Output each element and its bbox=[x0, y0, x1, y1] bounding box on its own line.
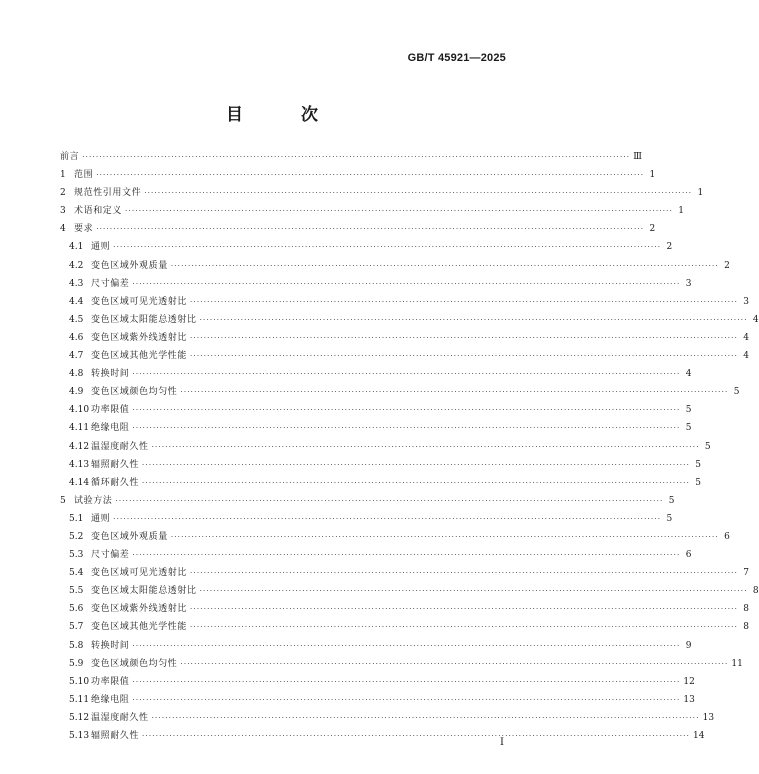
toc-leader-dots: ································································································································································ bbox=[132, 695, 681, 704]
toc-entry bbox=[60, 312, 759, 330]
toc-leader-dots: ································································································································································ bbox=[142, 478, 691, 487]
toc-entry bbox=[60, 656, 743, 674]
toc-entry-label: 温湿度耐久性 bbox=[91, 441, 149, 452]
toc-entry-page: 4 bbox=[743, 351, 750, 362]
toc-entry-label: 功率限值 bbox=[91, 676, 130, 687]
toc-entry bbox=[60, 547, 692, 565]
toc-entry-number: 1 bbox=[60, 170, 66, 181]
toc-entry-page: 5 bbox=[695, 477, 702, 488]
toc-entry-number: 5 bbox=[60, 495, 66, 506]
toc-entry bbox=[60, 239, 673, 257]
toc-entry-page: 6 bbox=[685, 550, 692, 561]
toc-entry-label: 辐照耐久性 bbox=[91, 731, 140, 741]
toc-entry-number: 4.12 bbox=[69, 441, 90, 452]
toc-entry-label: 尺寸偏差 bbox=[91, 278, 130, 289]
toc-leader-dots: ································································································································································ bbox=[190, 623, 739, 632]
toc-entry-label: 规范性引用文件 bbox=[74, 188, 142, 199]
toc-entry-page: 4 bbox=[752, 314, 759, 325]
toc-entry bbox=[60, 439, 711, 457]
toc-entry-number: 5.3 bbox=[69, 550, 84, 561]
toc-entry-number: 4.6 bbox=[69, 332, 84, 343]
toc-entry-label: 变色区域外观质量 bbox=[91, 531, 168, 542]
toc-entry-number: 5.9 bbox=[69, 658, 84, 669]
toc-leader-dots: ································································································································································ bbox=[151, 713, 700, 722]
toc-entry bbox=[60, 185, 704, 203]
toc-entry bbox=[60, 529, 730, 547]
toc-leader-dots: ································································································································································ bbox=[125, 207, 674, 216]
toc-entry-label: 变色区域紫外线透射比 bbox=[91, 604, 188, 615]
toc-entry-label: 术语和定义 bbox=[74, 206, 123, 217]
toc-entry-label: 通则 bbox=[91, 513, 111, 524]
toc-entry-page: 4 bbox=[685, 369, 692, 380]
toc-leader-dots: ································································································································································ bbox=[190, 352, 739, 361]
toc-leader-dots: ································································································································································ bbox=[132, 424, 681, 433]
table-of-contents bbox=[60, 149, 759, 746]
toc-entry-page: 11 bbox=[731, 658, 743, 669]
toc-entry-page: 1 bbox=[678, 206, 685, 217]
toc-leader-dots: ································································································································································ bbox=[132, 641, 681, 650]
toc-entry-page: 1 bbox=[649, 170, 656, 181]
toc-entry-number: 4.2 bbox=[69, 260, 84, 271]
toc-entry-number: 5.10 bbox=[69, 676, 90, 687]
toc-entry-page: 5 bbox=[733, 387, 740, 398]
toc-entry-number: 4.13 bbox=[69, 459, 90, 470]
toc-entry-page: 6 bbox=[724, 531, 730, 542]
toc-entry-label: 变色区域太阳能总透射比 bbox=[91, 314, 197, 325]
toc-entry bbox=[60, 511, 673, 529]
toc-entry-number: 4.7 bbox=[69, 351, 84, 362]
toc-entry bbox=[60, 493, 675, 511]
toc-entry-page: 7 bbox=[743, 568, 750, 579]
toc-entry-label: 变色区域太阳能总透射比 bbox=[91, 586, 197, 597]
toc-leader-dots: ································································································································································ bbox=[151, 442, 700, 451]
toc-entry-number: 4.4 bbox=[69, 296, 84, 307]
toc-entry-label: 转换时间 bbox=[91, 640, 130, 651]
toc-entry-page: 5 bbox=[704, 441, 711, 452]
toc-entry-page: 13 bbox=[702, 712, 715, 723]
toc-entry bbox=[60, 475, 702, 493]
toc-leader-dots: ································································································································································ bbox=[180, 388, 729, 397]
toc-entry-number: 5.1 bbox=[69, 513, 84, 524]
toc-entry-page: 13 bbox=[683, 694, 695, 705]
toc-entry-number: 5.13 bbox=[69, 731, 90, 741]
toc-entry-page: 12 bbox=[683, 676, 695, 687]
toc-entry-label: 范围 bbox=[74, 170, 94, 181]
toc-entry-number: 4.8 bbox=[69, 369, 84, 380]
toc-entry bbox=[60, 583, 759, 601]
toc-entry bbox=[60, 348, 750, 366]
toc-entry bbox=[60, 619, 750, 637]
toc-leader-dots: ································································································································································ bbox=[113, 243, 662, 252]
toc-entry bbox=[60, 601, 750, 619]
toc-entry-label: 要求 bbox=[74, 224, 94, 235]
toc-entry-page: 1 bbox=[697, 188, 704, 199]
toc-entry-label: 试验方法 bbox=[74, 495, 113, 506]
toc-entry-label: 变色区域颜色均匀性 bbox=[91, 658, 178, 669]
toc-entry-page: 14 bbox=[693, 731, 705, 741]
toc-entry bbox=[60, 294, 750, 312]
toc-leader-dots: ································································································································································ bbox=[180, 659, 729, 668]
toc-entry-number: 5.2 bbox=[69, 531, 84, 542]
toc-entry bbox=[60, 692, 695, 710]
toc-entry-number: 4 bbox=[60, 224, 66, 235]
toc-leader-dots: ································································································································································ bbox=[144, 189, 693, 198]
toc-entry-page: 5 bbox=[668, 495, 675, 506]
toc-leader-dots: ································································································································································ bbox=[190, 569, 739, 578]
toc-entry-number: 3 bbox=[60, 206, 66, 217]
toc-entry-number: 4.10 bbox=[69, 405, 90, 416]
toc-leader-dots: ································································································································································ bbox=[142, 460, 691, 469]
toc-entry-label: 通则 bbox=[91, 242, 111, 253]
toc-entry-page: Ⅲ bbox=[633, 152, 642, 162]
toc-entry-label: 变色区域外观质量 bbox=[91, 260, 168, 271]
toc-entry-number: 5.12 bbox=[69, 712, 90, 723]
toc-entry-label: 变色区域其他光学性能 bbox=[91, 622, 188, 633]
page-title: 目 次 bbox=[226, 105, 344, 125]
toc-entry-page: 5 bbox=[666, 513, 673, 524]
toc-entry-label: 前言 bbox=[60, 152, 80, 162]
toc-entry-label: 变色区域紫外线透射比 bbox=[91, 332, 188, 343]
toc-entry-label: 循环耐久性 bbox=[91, 477, 140, 488]
toc-entry bbox=[60, 402, 692, 420]
toc-leader-dots: ································································································································································ bbox=[190, 605, 739, 614]
toc-entry-label: 辐照耐久性 bbox=[91, 459, 140, 470]
toc-leader-dots: ································································································································································ bbox=[113, 514, 662, 523]
toc-entry-page: 2 bbox=[649, 224, 656, 235]
toc-entry-page: 5 bbox=[695, 459, 702, 470]
toc-entry bbox=[60, 457, 702, 475]
toc-entry-label: 绝缘电阻 bbox=[91, 423, 130, 434]
toc-entry-page: 9 bbox=[685, 640, 692, 651]
toc-leader-dots: ································································································································································ bbox=[170, 532, 719, 541]
toc-entry-label: 尺寸偏差 bbox=[91, 550, 130, 561]
toc-entry bbox=[60, 384, 740, 402]
toc-entry-label: 变色区域颜色均匀性 bbox=[91, 387, 178, 398]
toc-entry-label: 功率限值 bbox=[91, 405, 130, 416]
toc-entry bbox=[60, 258, 730, 276]
toc-entry-page: 5 bbox=[685, 423, 692, 434]
toc-entry-number: 4.9 bbox=[69, 387, 84, 398]
toc-entry-page: 2 bbox=[724, 260, 730, 271]
toc-leader-dots: ································································································································································ bbox=[96, 225, 645, 234]
toc-entry-number: 5.11 bbox=[69, 694, 90, 705]
toc-entry-number: 4.5 bbox=[69, 314, 84, 325]
toc-entry bbox=[60, 330, 750, 348]
toc-entry bbox=[60, 276, 692, 294]
toc-leader-dots: ································································································································································ bbox=[132, 551, 681, 560]
toc-entry-number: 5.8 bbox=[69, 640, 84, 651]
toc-entry-page: 8 bbox=[752, 586, 759, 597]
toc-entry-label: 转换时间 bbox=[91, 369, 130, 380]
toc-leader-dots: ································································································································································ bbox=[142, 732, 691, 740]
toc-entry-page: 8 bbox=[743, 622, 750, 633]
toc-entry bbox=[60, 710, 715, 728]
toc-entry-page: 5 bbox=[685, 405, 692, 416]
toc-entry-number: 5.5 bbox=[69, 586, 84, 597]
toc-entry-label: 温湿度耐久性 bbox=[91, 712, 149, 723]
page-number: I bbox=[500, 737, 504, 748]
toc-entry-number: 4.11 bbox=[69, 423, 90, 434]
toc-entry-label: 变色区域其他光学性能 bbox=[91, 351, 188, 362]
toc-entry-page: 3 bbox=[685, 278, 692, 289]
toc-leader-dots: ································································································································································ bbox=[190, 297, 739, 306]
toc-entry bbox=[60, 565, 750, 583]
toc-entry-page: 8 bbox=[743, 604, 750, 615]
toc-leader-dots: ································································································································································ bbox=[132, 677, 681, 686]
toc-entry-page: 2 bbox=[666, 242, 673, 253]
toc-leader-dots: ································································································································································ bbox=[115, 496, 664, 505]
toc-entry-label: 变色区域可见光透射比 bbox=[91, 568, 188, 579]
toc-entry bbox=[60, 674, 695, 692]
toc-leader-dots: ································································································································································ bbox=[190, 333, 739, 342]
toc-entry-label: 绝缘电阻 bbox=[91, 694, 130, 705]
toc-entry bbox=[60, 149, 642, 167]
toc-entry-number: 4.14 bbox=[69, 477, 90, 488]
toc-entry-page: 3 bbox=[743, 296, 750, 307]
toc-leader-dots: ································································································································································ bbox=[132, 279, 681, 288]
toc-entry bbox=[60, 728, 705, 746]
toc-entry bbox=[60, 638, 692, 656]
toc-entry bbox=[60, 366, 692, 384]
toc-entry bbox=[60, 420, 692, 438]
toc-entry bbox=[60, 167, 656, 185]
toc-entry bbox=[60, 203, 685, 221]
toc-leader-dots: ································································································································································ bbox=[132, 370, 681, 379]
toc-leader-dots: ································································································································································ bbox=[132, 406, 681, 415]
toc-entry-number: 4.1 bbox=[69, 242, 84, 253]
toc-entry-label: 变色区域可见光透射比 bbox=[91, 296, 188, 307]
toc-entry bbox=[60, 221, 656, 239]
standard-number: GB/T 45921—2025 bbox=[407, 52, 506, 64]
toc-leader-dots: ································································································································································ bbox=[96, 171, 645, 180]
toc-entry-number: 5.7 bbox=[69, 622, 84, 633]
toc-leader-dots: ································································································································································ bbox=[82, 153, 631, 161]
toc-entry-number: 5.4 bbox=[69, 568, 84, 579]
toc-entry-page: 4 bbox=[743, 332, 750, 343]
toc-entry-number: 5.6 bbox=[69, 604, 84, 615]
toc-entry-number: 4.3 bbox=[69, 278, 84, 289]
toc-leader-dots: ································································································································································ bbox=[199, 315, 748, 324]
toc-leader-dots: ································································································································································ bbox=[199, 587, 748, 596]
toc-entry-number: 2 bbox=[60, 188, 66, 199]
toc-leader-dots: ································································································································································ bbox=[170, 261, 719, 270]
